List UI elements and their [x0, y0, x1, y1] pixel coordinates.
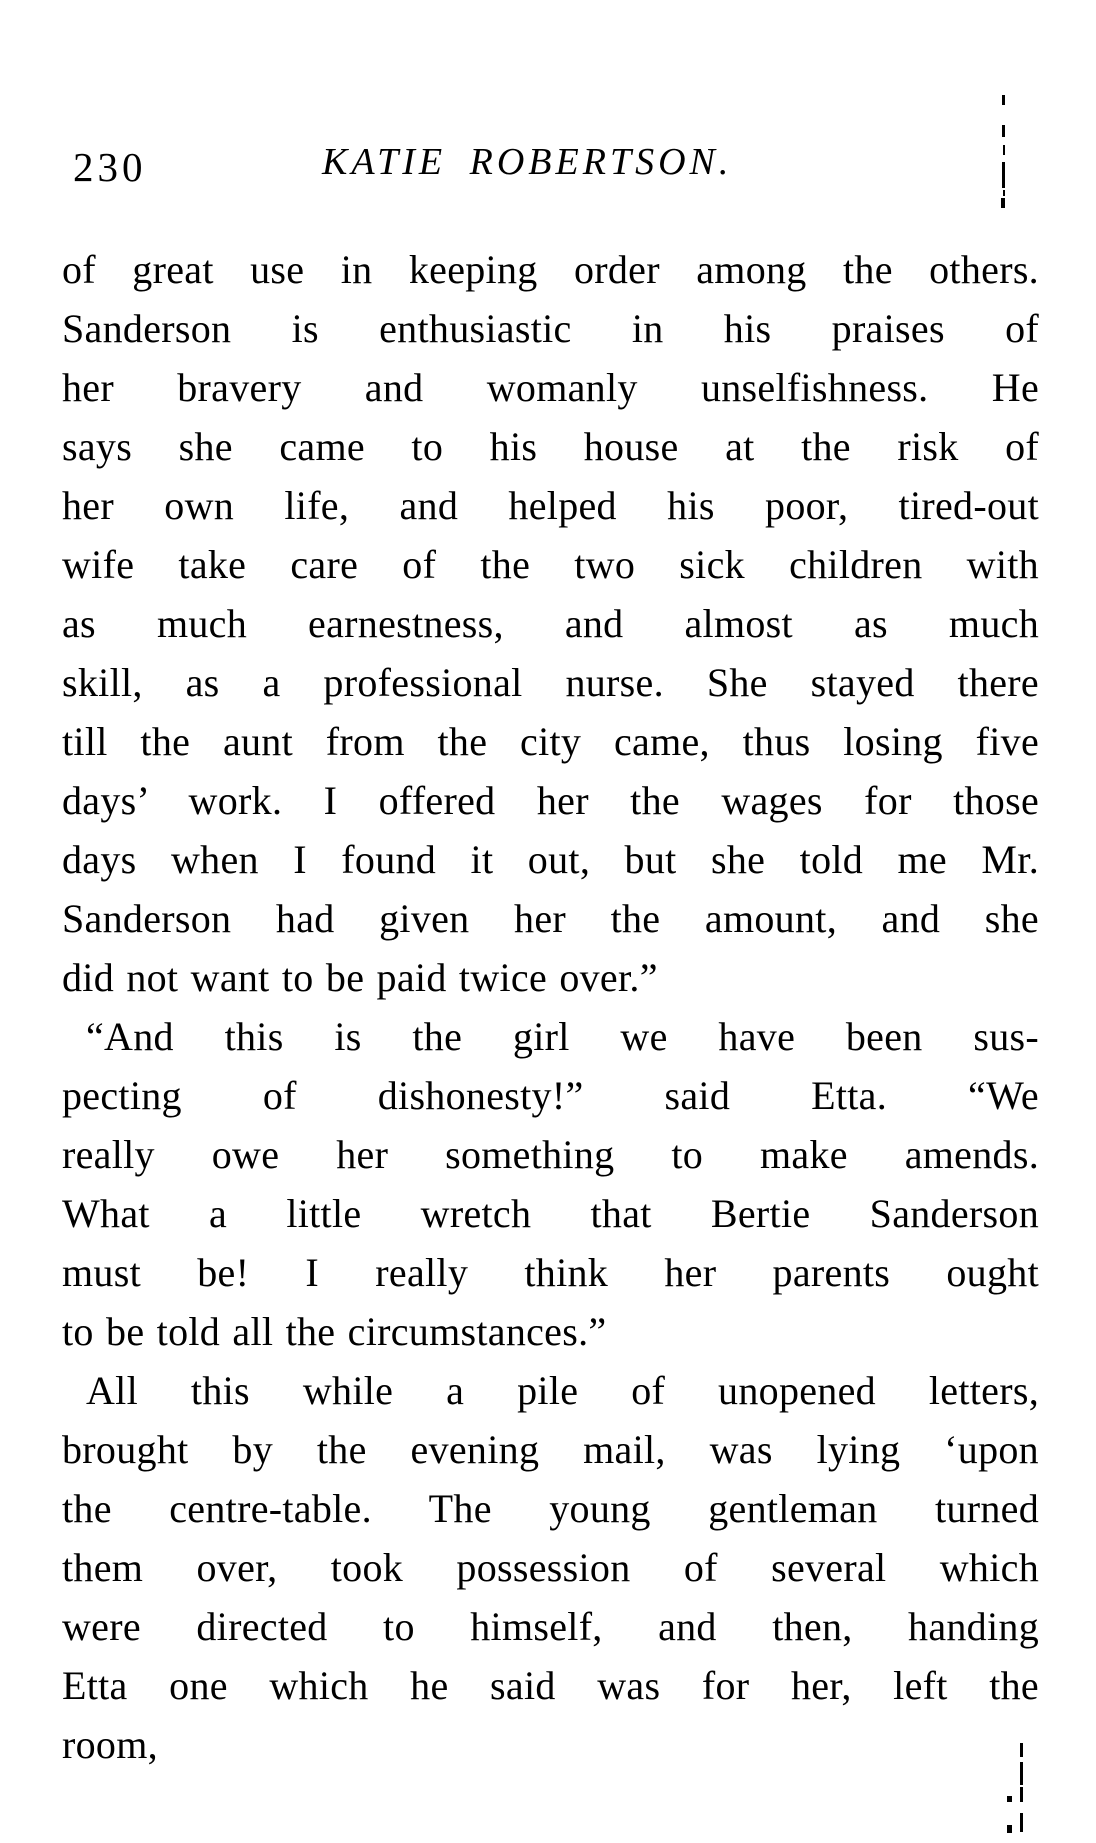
text-line: pecting of dishonesty!” said Etta. “We — [62, 1073, 1039, 1118]
scan-artifact — [1020, 1762, 1023, 1785]
text-line: days when I found it out, but she told me Mr. — [62, 837, 1039, 882]
text-line: Etta one which he said was for her, left the — [62, 1663, 1039, 1708]
text-line: skill, as a professional nurse. She stayed there — [62, 660, 1039, 705]
text-line: did not want to be paid twice over.” — [62, 955, 658, 1000]
text-line: All this while a pile of unopened letters, — [86, 1368, 1039, 1413]
scan-artifact — [1001, 198, 1005, 208]
text-line: them over, took possession of several which — [62, 1545, 1039, 1590]
text-line: to be told all the circumstances.” — [62, 1309, 607, 1354]
scan-artifact — [1003, 145, 1005, 155]
running-title: KATIE ROBERTSON. — [322, 141, 733, 183]
text-line: the centre-table. The young gentleman turned — [62, 1486, 1039, 1531]
text-line: must be! I really think her parents ought — [62, 1250, 1039, 1295]
page-number: 230 — [73, 144, 147, 190]
text-line: says she came to his house at the risk of — [62, 424, 1039, 469]
text-line: room, — [62, 1722, 158, 1767]
text-line: her own life, and helped his poor, tired-out — [62, 483, 1039, 528]
text-line: What a little wretch that Bertie Sanderson — [62, 1191, 1039, 1236]
scan-artifact — [1020, 1813, 1023, 1832]
scan-artifact — [1002, 162, 1005, 188]
scan-artifact — [1020, 1787, 1023, 1802]
scan-artifact — [1007, 1825, 1012, 1833]
text-line: Sanderson had given her the amount, and she — [62, 896, 1039, 941]
text-line: wife take care of the two sick children with — [62, 542, 1039, 587]
scan-artifact — [1002, 95, 1005, 105]
text-line: till the aunt from the city came, thus losing five — [62, 719, 1039, 764]
text-line: “And this is the girl we have been sus- — [86, 1014, 1039, 1059]
text-line: brought by the evening mail, was lying ‘upon — [62, 1427, 1039, 1472]
scan-artifact — [1003, 190, 1005, 196]
text-line: as much earnestness, and almost as much — [62, 601, 1039, 646]
scan-artifact — [1007, 1796, 1012, 1802]
scan-artifact — [1020, 1743, 1023, 1757]
page-body — [62, 240, 1039, 1774]
text-line: really owe her something to make amends. — [62, 1132, 1039, 1177]
scan-artifact — [1002, 125, 1005, 137]
text-line: of great use in keeping order among the others. — [62, 247, 1039, 292]
text-line: were directed to himself, and then, handing — [62, 1604, 1039, 1649]
text-line: days’ work. I offered her the wages for those — [62, 778, 1039, 823]
text-line: Sanderson is enthusiastic in his praises of — [62, 306, 1039, 351]
text-line: her bravery and womanly unselfishness. He — [62, 365, 1039, 410]
